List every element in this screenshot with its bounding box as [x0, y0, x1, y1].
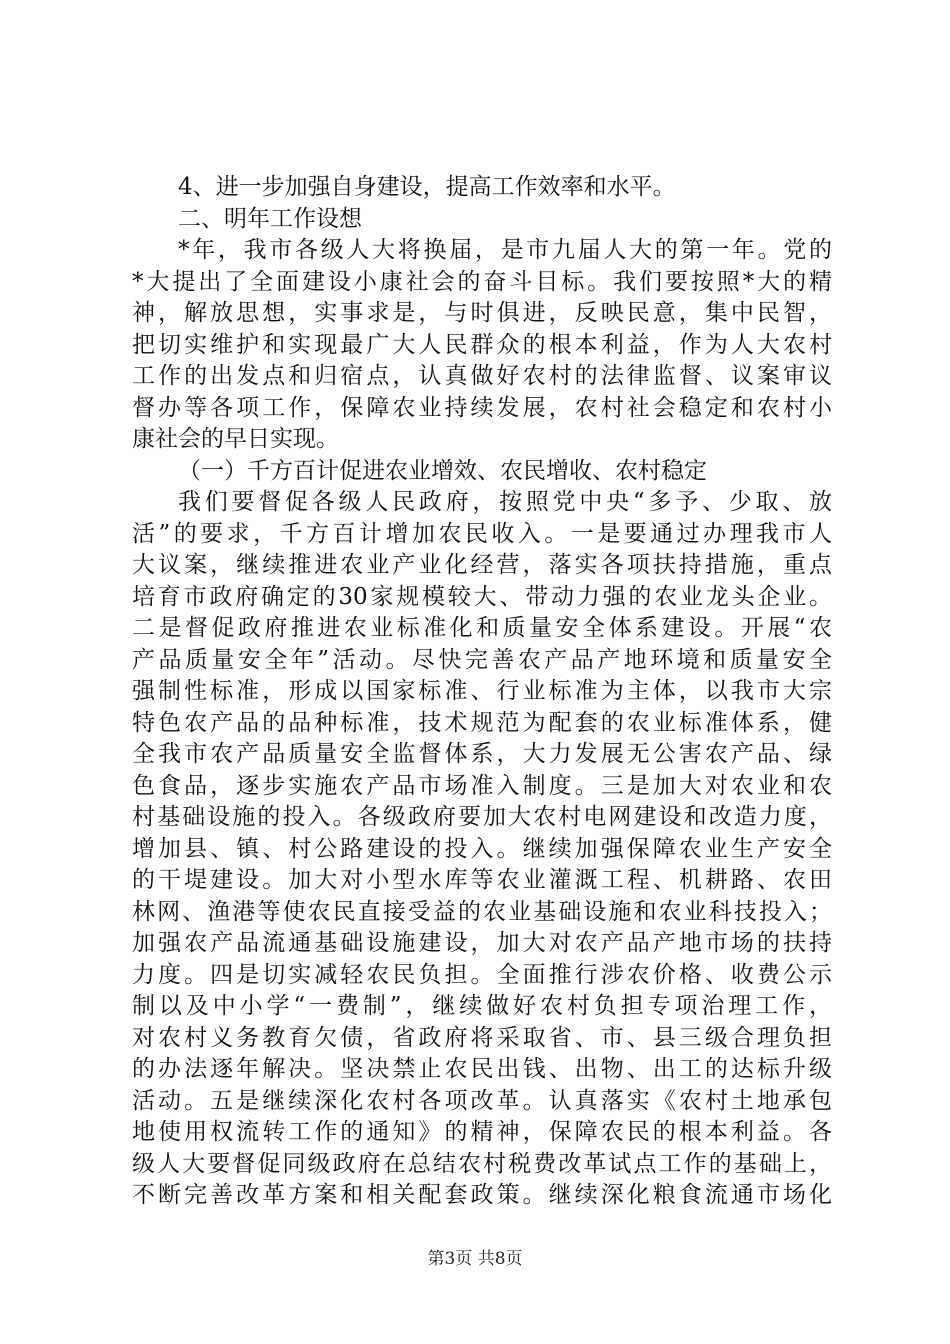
text-line: 增加县、镇、村公路建设的投入。继续加强保障农业生产安全	[132, 835, 832, 862]
text-line: 的干堤建设。加大对小型水库等农业灌溉工程、机耕路、农田	[132, 867, 832, 893]
text-line: 村基础设施的投入。各级政府要加大农村电网建设和改造力度，	[132, 804, 832, 830]
text-line: 大议案，继续推进农业产业化经营，落实各项扶持措施，重点	[132, 552, 832, 578]
text-line: 产品质量安全年”活动。尽快完善农产品产地环境和质量安全	[132, 646, 832, 673]
text-line: 加强农产品流通基础设施建设，加大对农产品产地市场的扶持	[132, 930, 832, 956]
text-line: 不断完善改革方案和相关配套政策。继续深化粮食流通市场化	[132, 1182, 832, 1208]
text-line: 我们要督促各级人民政府，按照党中央“多予、少取、放	[178, 489, 832, 515]
text-line: 林网、渔港等使农民直接受益的农业基础设施和农业科技投入；	[132, 898, 832, 925]
text-line: 培育市政府确定的30家规模较大、带动力强的农业龙头企业。	[132, 583, 832, 610]
text-line: 神，解放思想，实事求是，与时俱进，反映民意，集中民智，	[132, 300, 832, 326]
text-line: 强制性标准，形成以国家标准、行业标准为主体，以我市大宗	[132, 678, 832, 704]
text-line: 色食品，逐步实施农产品市场准入制度。三是加大对农业和农	[132, 772, 832, 799]
text-line: 二是督促政府推进农业标准化和质量安全体系建设。开展“农	[132, 615, 832, 641]
document-body	[132, 172, 832, 1212]
text-line: 督办等各项工作，保障农业持续发展，农村社会稳定和农村小	[132, 394, 832, 421]
text-line: 对农村义务教育欠债，省政府将采取省、市、县三级合理负担	[132, 1024, 832, 1051]
text-line: 工作的出发点和归宿点，认真做好农村的法律监督、议案审议	[132, 363, 832, 389]
text-line: *大提出了全面建设小康社会的奋斗目标。我们要按照*大的精	[132, 268, 832, 295]
text-line: 康社会的早日实现。	[132, 426, 339, 452]
text-line: 活动。五是继续深化农村各项改革。认真落实《农村土地承包	[132, 1087, 832, 1114]
text-line: 力度。四是切实减轻农民负担。全面推行涉农价格、收费公示	[132, 961, 832, 988]
text-line: 二、明年工作设想	[178, 205, 362, 232]
text-line: 制以及中小学“一费制”，继续做好农村负担专项治理工作，	[132, 993, 832, 1019]
text-line: *年，我市各级人大将换届，是市九届人大的第一年。党的	[178, 237, 832, 263]
text-line: 全我市农产品质量安全监督体系，大力发展无公害农产品、绿	[132, 741, 832, 767]
text-line: 地使用权流转工作的通知》的精神，保障农民的根本利益。各	[132, 1119, 832, 1145]
text-line: 特色农产品的品种标准，技术规范为配套的农业标准体系，健	[132, 709, 832, 736]
text-line: 级人大要督促同级政府在总结农村税费改革试点工作的基础上，	[132, 1150, 832, 1177]
text-line: 的办法逐年解决。坚决禁止农民出钱、出物、出工的达标升级	[132, 1056, 832, 1082]
text-line: 活”的要求，千方百计增加农民收入。一是要通过办理我市人	[132, 520, 832, 547]
text-line: （一）千方百计促进农业增效、农民增收、农村稳定	[178, 457, 707, 484]
page-footer: 第3页 共8页	[427, 1249, 523, 1269]
text-line: 把切实维护和实现最广大人民群众的根本利益，作为人大农村	[132, 331, 832, 358]
text-line: 4、进一步加强自身建设，提高工作效率和水平。	[178, 174, 676, 200]
